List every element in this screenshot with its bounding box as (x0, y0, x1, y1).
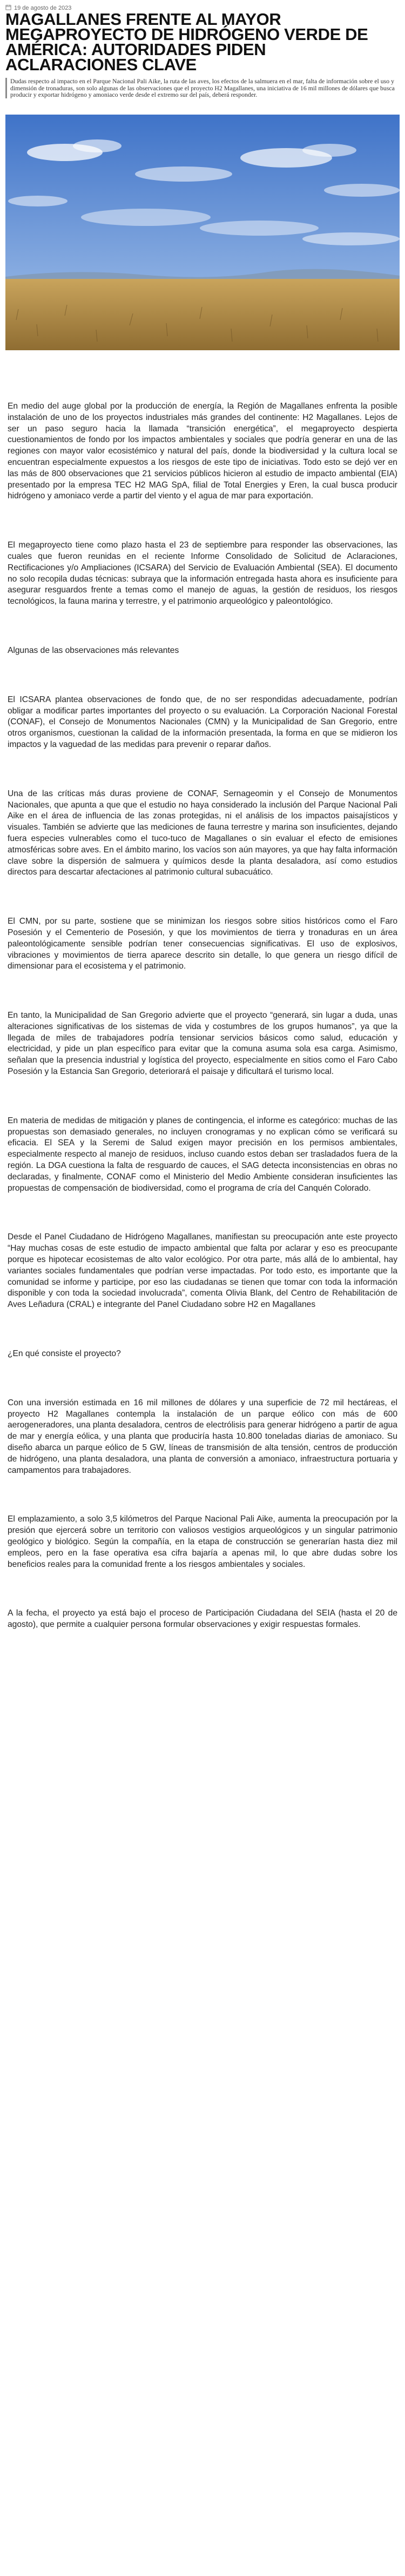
steppe (5, 279, 400, 350)
paragraph-emplazamiento: El emplazamiento, a solo 3,5 kilómetros del Parque Nacional Pali Aike, aumenta la preocupación por la presión que ejercerá sobre un territorio con valiosos vestigios arqueológicos y un singular patrimonio geológico y biológico. Según la compañía, en la etapa de construcción se generarían hasta diez mil empleos, pero en la fase operativa esa cifra bajaría a apenas mil, lo que abre dudas sobre los beneficios reales para la comunidad frente a los riesgos ambientales y sociales. (8, 1514, 397, 1569)
paragraph-san-gregorio: En tanto, la Municipalidad de San Gregorio advierte que el proyecto “generará, sin lugar a duda, unas alteraciones significativas de los sistemas de vida y costumbres de los grupos humanos”, ya que la llegada de miles de trabajadores podría tensionar servicios básicos como salud, educación y electricidad, y pide un plan específico para evitar que la comuna asuma sola esa carga. Asimismo, señalan que la presencia industrial y logística del proyecto, especialmente en sitios como el Faro Cabo Posesión y la Estancia San Gregorio, deteriorará el paisaje y dificultará el turismo local. (8, 1011, 397, 1077)
paragraph-conaf: Una de las críticas más duras proviene de CONAF, Sernageomin y el Consejo de Monumentos Nacionales, que apunta a que que el estudio no haya considerado la inclusión del Parque Nacional Pali Aike en el área de influencia de las zonas protegidas, ni el análisis de los impactos paisajísticos y visuales. También se advierte que las mediciones de fauna terrestre y marina son insuficientes, dejando fuera especies vulnerables como el tuco-tuco de Magallanes o sin evaluar el efecto de emisiones atmosféricas sobre aves. En el ámbito marino, los vacíos son aún mayores, ya que hay falta información clave sobre la dispersión de salmuera y químicos desde la planta desaladora, así como estudios directos para descartar afectaciones al patrimonio cultural subacuático. (8, 789, 397, 877)
paragraph-inversion: Con una inversión estimada en 16 mil millones de dólares y una superficie de 72 mil hectáreas, el proyecto H2 Magallanes contempla la instalación de un parque eólico con más de 600 aerogeneradores, una planta desaladora, centros de electrólisis para generar hidrógeno a partir de agua de mar y energía eólica, y una planta que produciría hasta 10.800 toneladas diarias de amoniaco. Su diseño abarca un parque eólico de 5 GW, líneas de transmisión de alta tensión, centros de producción de hidrógeno, una planta desaladora, una planta de conversión a amoniaco, infraestructura portuaria y campamentos para trabajadores. (8, 1398, 397, 1475)
article-photo (5, 115, 400, 350)
paragraph-participacion: A la fecha, el proyecto ya está bajo el proceso de Participación Ciudadana del SEIA (hasta el 20 de agosto), que permite a cualquier persona formular observaciones y exigir respuestas formales. (8, 1609, 397, 1630)
paragraph-mitigacion: En materia de medidas de mitigación y planes de contingencia, el informe es categórico: muchas de las propuestas son demasiado generales, no incluyen cronogramas y no explican cómo se verificará su eficacia. El SEA y la Seremi de Salud exigen mayor precisión en los permisos ambientales, especialmente respecto al manejo de residuos, incluso cuando estos deban ser trasladados fuera de la región. La DGA cuestiona la falta de resguardo de cauces, el SAG detecta inconsistencias en obras no declaradas, y finalmente, CONAF como el Ministerio del Medio Ambiente consideran insuficientes las propuestas de compensación de biodiversidad, como el programa de cría del Canquén Colorado. (8, 1116, 397, 1193)
article-summary: Dudas respecto al impacto en el Parque Nacional Pali Aike, la ruta de las aves, los efectos de la salmuera en el mar, falta de información sobre el uso y dimensión de tronaduras, son solo algunas de las observaciones que el proyecto H2 Magallanes, una iniciativa de 16 mil millones de dólares que busca producir y exportar hidrógeno y amoniaco verde desde el extremo sur del país, deberá responder. (5, 78, 399, 98)
paragraph-intro: En medio del auge global por la producción de energía, la Región de Magallanes enfrenta la posible instalación de uno de los proyectos industriales más grandes del continente: H2 Magallanes. Lejos de ser un paso seguro hacia la llamada “transición energética”, el megaproyecto despierta cuestionamientos de fondo por los impactos ambientales y sociales que podría generar en una de las regiones con mayor valor ecosistémico y natural del país, donde la biodiversidad y la cultura local se encuentran especialmente expuestos a los riesgos de este tipo de iniciativas. Todo esto se dejó ver en las más de 800 observaciones que 21 servicios públicos hicieron al estudio de impacto ambiental (EIA) presentado por la empresa TEC H2 MAG SpA, filial de Total Energies y Eren, la cual busca producir hidrógeno y amoniaco verde a partir del viento y el agua de mar para exportación. (8, 402, 397, 501)
article-headline: MAGALLANES FRENTE AL MAYOR MEGAPROYECTO DE HIDRÓGENO VERDE DE AMÉRICA: AUTORIDADES PIDEN ACLARACIONES CLAVE (5, 10, 368, 74)
paragraph-cmn: El CMN, por su parte, sostiene que se minimizan los riesgos sobre sitios históricos como el Faro Posesión y el Cementerio de Posesión, y que los movimientos de tierra y tronaduras en un área paleontológicamente sensible podrían tener consecuencias significativas. El uso de explosivos, vibraciones y movimientos de tierra aparece descrito sin detalle, lo que genera un riesgo difícil de dimensionar para el ecosistema y el patrimonio. (8, 917, 397, 971)
article-body (8, 401, 397, 1669)
paragraph-icsara: El ICSARA plantea observaciones de fondo que, de no ser respondidas adecuadamente, podrían obligar a modificar partes importantes del proyecto o su evaluación. La Corporación Nacional Forestal (CONAF), el Consejo de Monumentos Nacionales (CMN) y la Municipalidad de San Gregorio, entre otros organismos, cuestionan la calidad de la información presentada, la forma en que se midieron los impactos y la vaguedad de las medidas para prevenir o reparar daños. (8, 695, 397, 749)
paragraph-panel-ciudadano: Desde el Panel Ciudadano de Hidrógeno Magallanes, manifiestan su preocupación ante este proyecto “Hay muchas cosas de este estudio de impacto ambiental que falta por aclarar y eso es preocupante porque es hipotecar ecosistemas de alto valor ecológico. Por otra parte, más allá de lo ambiental, hay variantes sociales fundamentales que podrían verse impactadas. Por todo esto, es importante que la comunidad se informe y participe, por eso las ciudadanas se tienen que tomar con toda la información disponible y con toda la sociedad involucrada”, comenta Olivia Blank, del Centro de Rehabilitación de Aves Leñadura (CRAL) e integrante del Panel Ciudadano sobre H2 en Magallanes (8, 1232, 397, 1310)
paragraph-deadline: El megaproyecto tiene como plazo hasta el 23 de septiembre para responder las observaciones, las cuales que fueron reunidas en el reciente Informe Consolidado de Solicitud de Aclaraciones, Rectificaciones y/o Ampliaciones (ICSARA) del Servicio de Evaluación Ambiental (SEA). El documento no solo recopila dudas técnicas: subraya que la información entregada hasta ahora es insuficiente para asegurar resguardos frente a temas como el manejo de aguas, la gestión de residuos, los riesgos tecnológicos, la fauna marina y terrestre, y el patrimonio arqueológico y paleontológico. (8, 540, 397, 606)
subheading-proyecto: ¿En qué consiste el proyecto? (8, 1349, 121, 1359)
landscape-photo (5, 115, 400, 350)
date-text: 19 de agosto de 2023 (14, 5, 72, 11)
subheading-observaciones: Algunas de las observaciones más relevantes (8, 645, 179, 655)
